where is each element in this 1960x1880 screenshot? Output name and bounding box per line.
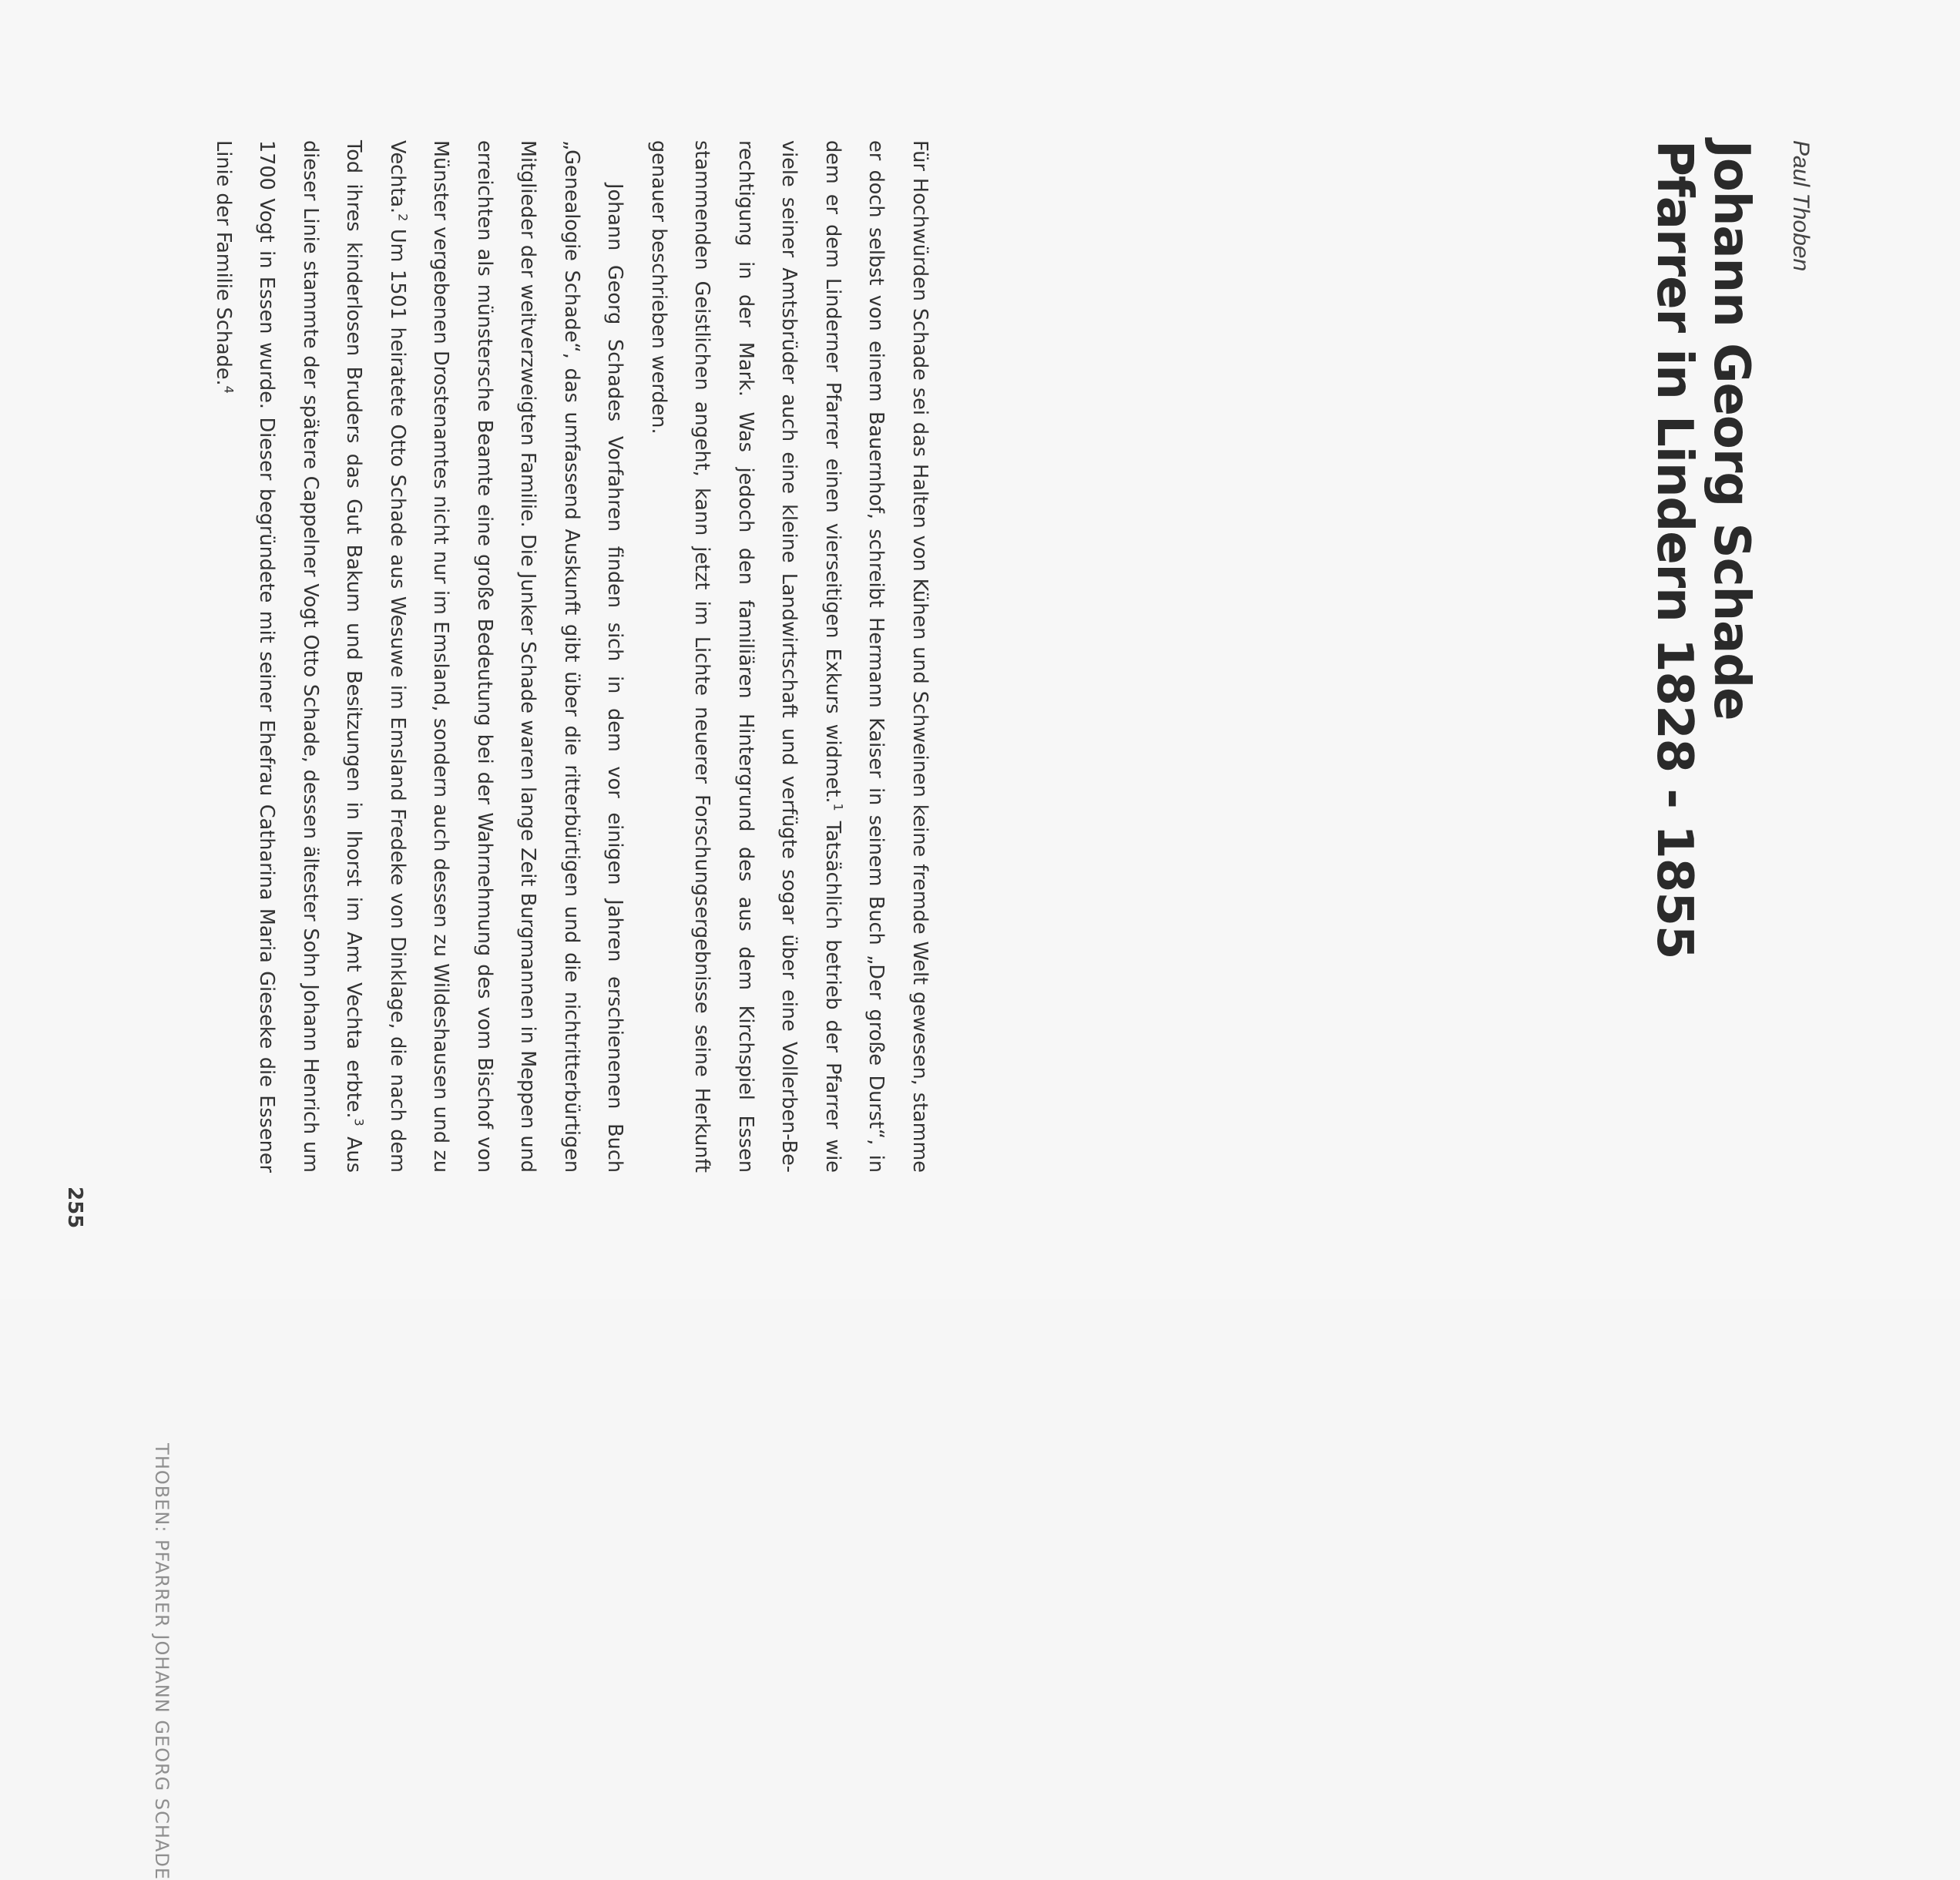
title-line-1: Johann Georg Schade xyxy=(1703,140,1760,720)
body-paragraph xyxy=(202,140,637,1173)
article-title xyxy=(1646,140,1760,1065)
body-paragraph xyxy=(637,140,942,1173)
running-footer: THOBEN: PFARRER JOHANN GEORG SCHADE xyxy=(151,1443,173,1880)
footnote-marker: 2 xyxy=(395,213,411,222)
body-text: Für Hochwürden Schade sei das Halten von Kühen und Schweinen keine fremde Welt gewesen, stamme er doch selbst von einem Bauernhof, schreibt Hermann Kaiser in seinem Buch „Der große Durst“, in dem er dem Linderner Pfarrer einen vierseitigen Exkurs widmet. xyxy=(821,140,931,1173)
footnote-marker: 4 xyxy=(221,385,237,394)
title-line-2: Pfarrer in Lindern 1828 - 1855 xyxy=(1646,140,1703,959)
article-body xyxy=(202,140,942,1173)
body-text: Tatsächlich betrieb der Pfarrer wie viele seiner Amtsbrüder auch eine kleine Landwirtschaft und verfügte sogar über eine Vollerben-Berechtigung in der Mark. Was jedoch den familiären Hintergrund des aus dem Kirchspiel Essen stammenden Geistlichen angeht, kann jetzt im Lichte neuerer Forschungsergebnisse seine Herkunft genauer beschrieben werden. xyxy=(647,140,844,1173)
body-text: Um 1501 heiratete Otto Schade aus Wesuwe im Emsland Fredeke von Dinklage, die nach dem Tod ihres kinderlosen Bruders das Gut Bakum und Besitzungen in Ihorst im Amt Vechta erbte. xyxy=(342,140,409,1173)
author-name: Paul Thoben xyxy=(1788,140,1814,272)
footnote-marker: 3 xyxy=(352,1118,367,1126)
body-text: Aus dieser Linie stammte der spätere Cappelner Vogt Otto Schade, dessen ältester Sohn Johann Henrich um 1700 Vogt in Essen wurde. Dieser begründete mit seiner Ehefrau Catharina Maria Gieseke die Essener Linie der Familie Schade. xyxy=(212,140,366,1173)
footnote-marker: 1 xyxy=(831,803,846,811)
body-text: Johann Georg Schades Vorfahren finden sich in dem vor einigen Jahren erschienenen Buch „Genealogie Schade“, das umfassend Auskunft gibt über die ritterbürtigen und die nichtritterbürtigen Mitglieder der weitverzweigten Familie. Die Junker Schade waren lange Zeit Burgmannen in Meppen und erreichten als münstersche Beamte eine große Bedeutung bei der Wahrnehmung des vom Bischof von Münster vergebenen Drostenamtes nicht nur im Emsland, sondern auch dessen zu Wildeshausen und zu Vechta. xyxy=(386,140,627,1173)
page-number: 255 xyxy=(63,1187,86,1229)
